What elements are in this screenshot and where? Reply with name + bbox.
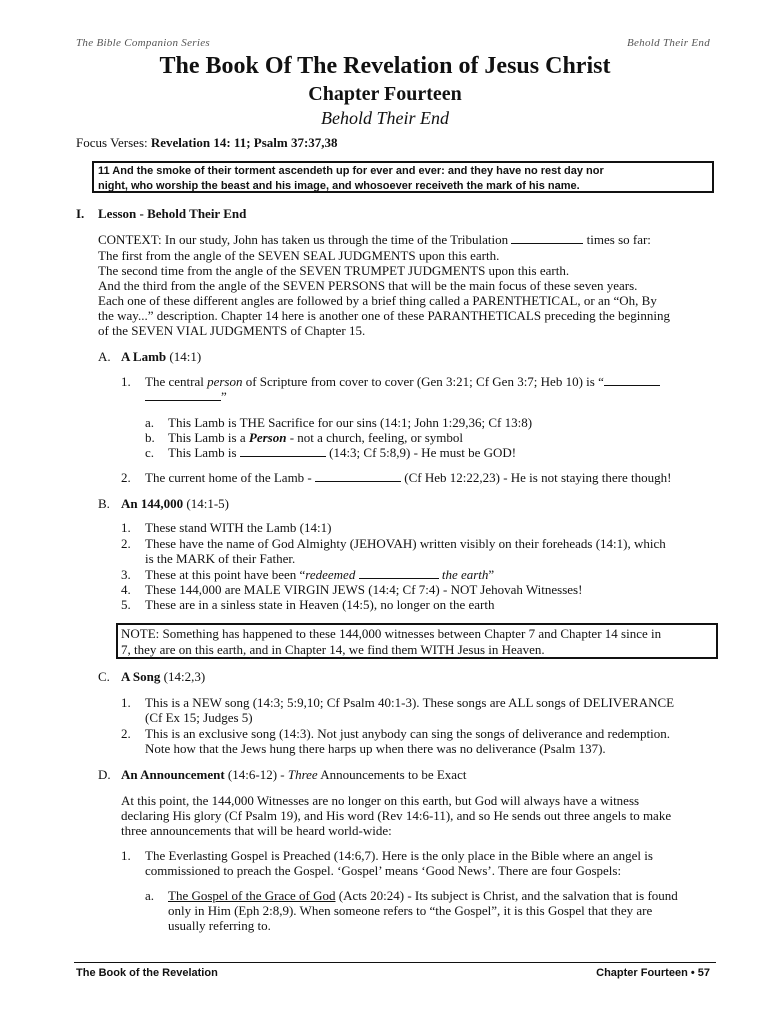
fill-in-blank[interactable] xyxy=(145,389,221,401)
subsection-letter: D. xyxy=(98,767,111,782)
list-item: These at this point have been “redeemed the earth” xyxy=(145,567,495,582)
context-line: The second time from the angle of the SEVEN TRUMPET JUDGMENTS upon this earth. xyxy=(98,263,570,278)
footer-rule xyxy=(74,962,716,963)
list-item: This is a NEW song (14:3; 5:9,10; Cf Psalm 40:1-3). These songs are ALL songs of DELIVERANCE xyxy=(145,695,675,710)
list-item-cont: commissioned to preach the Gospel. ‘Gospel’ means ‘Good News’. There are four Gospels: xyxy=(145,863,622,878)
footer-left: The Book of the Revelation xyxy=(76,967,218,979)
list-number: 1. xyxy=(121,695,131,710)
verse-box xyxy=(92,161,714,193)
list-item: This Lamb is THE Sacrifice for our sins (14:1; John 1:29,36; Cf 13:8) xyxy=(168,415,533,430)
list-number: 1. xyxy=(121,848,131,863)
context-line: CONTEXT: In our study, John has taken us through the time of the Tribulation times so far: xyxy=(98,232,651,247)
fill-in-blank[interactable] xyxy=(604,374,660,386)
page-title: The Book Of The Revelation of Jesus Christ xyxy=(159,53,611,79)
list-item: The Gospel of the Grace of God (Acts 20:24) - Its subject is Christ, and the salvation that is found xyxy=(168,888,678,903)
fill-in-blank[interactable] xyxy=(240,445,326,457)
context-line: The first from the angle of the SEVEN SEAL JUDGMENTS upon this earth. xyxy=(98,248,500,263)
list-item: These stand WITH the Lamb (14:1) xyxy=(145,520,332,535)
subsection-letter: C. xyxy=(98,669,110,684)
context-line: And the third from the angle of the SEVEN PERSONS that will be the main focus of these seven years. xyxy=(98,278,638,293)
list-item-cont: ” xyxy=(145,389,227,405)
list-item-cont: usually referring to. xyxy=(168,918,271,933)
section-numeral: I. xyxy=(76,206,85,221)
list-item: These 144,000 are MALE VIRGIN JEWS (14:4; Cf 7:4) - NOT Jehovah Witnesses! xyxy=(145,582,583,597)
list-letter: a. xyxy=(145,888,155,903)
list-number: 3. xyxy=(121,567,131,582)
note-line: 7, they are on this earth, and in Chapter 14, we find them WITH Jesus in Heaven. xyxy=(121,642,545,657)
footer-right: Chapter Fourteen • 57 xyxy=(596,967,710,979)
paragraph-line: three announcements that will be heard world-wide: xyxy=(121,823,392,838)
note-box xyxy=(116,623,718,659)
list-number: 1. xyxy=(121,520,131,535)
list-number: 1. xyxy=(121,374,131,389)
subsection-heading-d: An Announcement (14:6-12) - Three Announcements to be Exact xyxy=(121,767,467,782)
running-header-right: Behold Their End xyxy=(626,37,710,49)
verse-line: night, who worship the beast and his image, and whosoever receiveth the mark of his name. xyxy=(98,180,580,192)
subsection-letter: B. xyxy=(98,496,110,511)
list-number: 2. xyxy=(121,536,131,551)
focus-label: Focus Verses: xyxy=(76,135,151,150)
list-letter: b. xyxy=(145,430,155,445)
fill-in-blank[interactable] xyxy=(359,567,439,579)
paragraph-line: At this point, the 144,000 Witnesses are no longer on this earth, but God will always have a witness xyxy=(121,793,640,808)
fill-in-blank[interactable] xyxy=(315,470,401,482)
paragraph-line: declaring His glory (Cf Psalm 19), and His word (Rev 14:6-11), and so He sends out three angels to make xyxy=(121,808,672,823)
chapter-title: Chapter Fourteen xyxy=(308,83,462,105)
list-item: The current home of the Lamb - (Cf Heb 12:22,23) - He is not staying there though! xyxy=(145,470,672,485)
list-number: 2. xyxy=(121,726,131,741)
list-item-cont: only in Him (Eph 2:8,9). When someone refers to “the Gospel”, it is this Gospel that they are xyxy=(168,903,653,918)
chapter-subtitle: Behold Their End xyxy=(321,108,449,128)
subsection-letter: A. xyxy=(98,349,111,364)
subsection-heading-b: An 144,000 (14:1-5) xyxy=(121,496,229,511)
list-item: These have the name of God Almighty (JEHOVAH) written visibly on their foreheads (14:1), which xyxy=(145,536,666,551)
fill-in-blank[interactable] xyxy=(511,232,583,244)
note-line: NOTE: Something has happened to these 144,000 witnesses between Chapter 7 and Chapter 14 since in xyxy=(121,626,662,641)
list-item-cont: Note how that the Jews hung there harps up when there was no deliverance (Psalm 137). xyxy=(145,741,606,756)
list-item: These are in a sinless state in Heaven (14:5), no longer on the earth xyxy=(145,597,495,612)
list-number: 2. xyxy=(121,470,131,485)
focus-verse-refs: Revelation 14: 11; Psalm 37:37,38 xyxy=(150,135,338,150)
list-number: 5. xyxy=(121,597,131,612)
list-item: The central person of Scripture from cover to cover (Gen 3:21; Cf Gen 3:7; Heb 10) is “ xyxy=(145,374,660,390)
verse-line: 11 And the smoke of their torment ascendeth up for ever and ever: and they have no rest day nor xyxy=(98,165,604,177)
list-item: The Everlasting Gospel is Preached (14:6,7). Here is the only place in the Bible where an angel is xyxy=(145,848,653,863)
context-line: of the SEVEN VIAL JUDGMENTS of Chapter 15. xyxy=(98,323,366,338)
list-item-cont: is the MARK of their Father. xyxy=(145,551,296,566)
list-item: This is an exclusive song (14:3). Not just anybody can sing the songs of deliverance and redemption. xyxy=(145,726,670,741)
context-line: Each one of these different angles are followed by a brief thing called a PARENTHETICAL, or an “Oh, By xyxy=(98,293,657,308)
running-header-left: The Bible Companion Series xyxy=(76,37,210,49)
focus-verses xyxy=(76,135,338,151)
subsection-heading-c: A Song (14:2,3) xyxy=(121,669,206,684)
list-item-cont: (Cf Ex 15; Judges 5) xyxy=(145,710,253,725)
list-item: This Lamb is a Person - not a church, feeling, or symbol xyxy=(168,430,463,445)
context-line: the way...” description. Chapter 14 here is another one of these PARANTHETICALS preceding the beginning xyxy=(98,308,670,323)
list-letter: a. xyxy=(145,415,155,430)
section-heading: Lesson - Behold Their End xyxy=(98,206,247,221)
list-item: This Lamb is (14:3; Cf 5:8,9) - He must be GOD! xyxy=(168,445,517,460)
list-number: 4. xyxy=(121,582,131,597)
subsection-heading-a: A Lamb (14:1) xyxy=(121,349,202,364)
list-letter: c. xyxy=(145,445,155,460)
